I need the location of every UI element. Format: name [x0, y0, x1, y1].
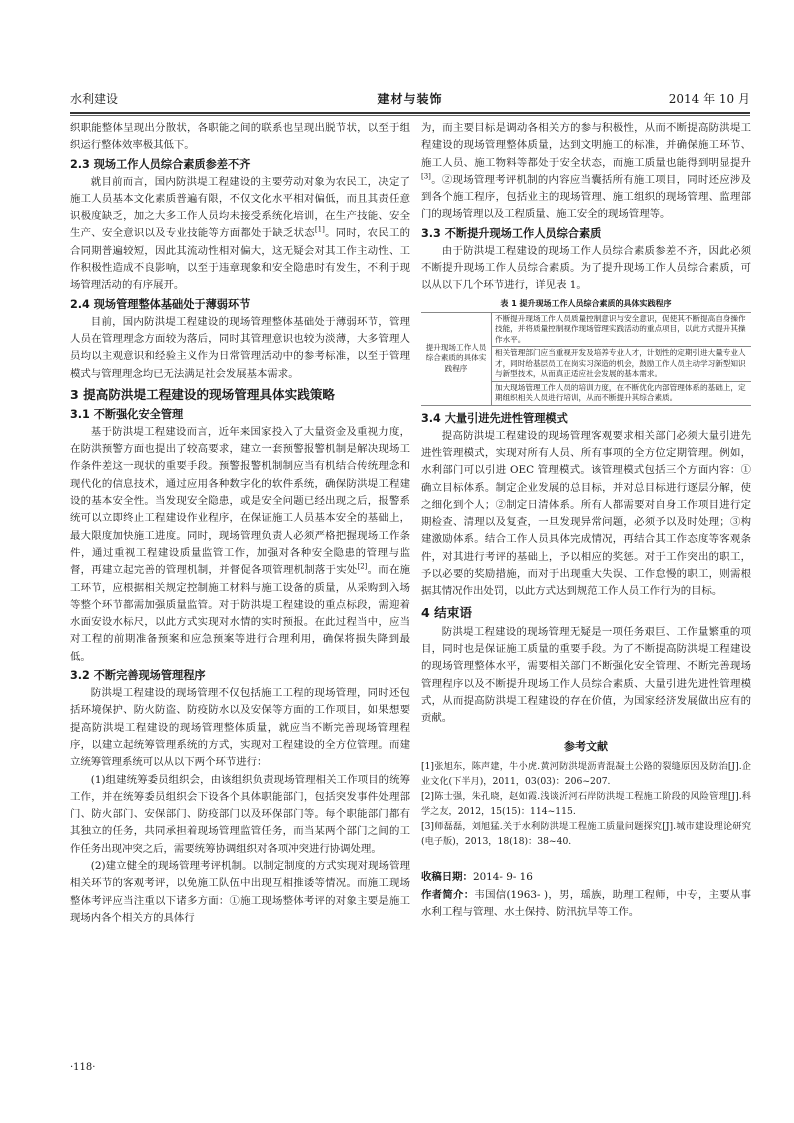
table-cell: 不断提升现场工作人员质量控制意识与安全意识，促使其不断提高自身操作技能，并将质量控制视作现场管理实践活动的重点项目，以此方式提升其操作水平。	[492, 312, 752, 347]
citation: [2]	[357, 562, 368, 571]
header-rule	[70, 112, 750, 114]
section-heading-4: 4 结束语	[421, 604, 472, 620]
author-info: 作者简介：韦国信(1963- )，男，瑶族，助理工程师，中专，主要从事水利工程与管理、水土保持、防汛抗旱等工作。	[421, 888, 751, 919]
section-heading-2-4: 2.4 现场管理整体基础处于薄弱环节	[70, 297, 251, 311]
section-heading-3-4: 3.4 大量引进先进性管理模式	[421, 411, 568, 425]
paragraph: 由于防洪堤工程建设的现场工作人员综合素质参差不齐，因此必须不断提升现场工作人员综合素质。为了提升现场工作人员综合素质，可以从以下几个环节进行，详见表 1。	[421, 244, 751, 292]
citation: [3]	[421, 172, 431, 181]
page-number: ·118·	[70, 1062, 96, 1073]
references-title: 参考文献	[564, 740, 608, 754]
table-1	[421, 312, 751, 406]
paragraph: 为，而主要目标是调动各相关方的参与积极性，从而不断提高防洪堤工程建设的现场管理整体质量，达到文明施工的标准，并确保施工环节、施工人员、施工物料等都处于安全状态，而施工质量也能得到明显提升[3]。②现场管理考评机制的内容应当囊括所有施工项目，同时还应涉及到各个施工程序，包括业主的现场管理、施工组织的现场管理、监理部门的现场管理以及工程质量、施工安全的现场管理等。	[421, 122, 751, 221]
paragraph: 提高防洪堤工程建设的现场管理客观要求相关部门必须大量引进先进性管理模式，实现对所有人员、所有事项的全方位定期管理。例如，水利部门可以引进 OEC 管理模式。该管理模式包括三个方面内容：①确立目标体系。制定企业发展的总目标，并对总目标进行逐层分解，使之细化到个人；②制定日清体系。所有人都需要对自身工作项目进行定期检查、清理以及复查，一旦发现异常问题，必须予以及时处理；③构建激励体系。结合工作人员具体完成情况，再结合其工作态度等客观条件，对其进行考评的基础上，予以相应的奖惩。对于工作突出的职工，予以必要的奖励措施，而对于出现重大失误、工作怠慢的职工，则需根据其情况作出处罚，以此方式达到规范工作人员工作行为的目标。	[421, 429, 751, 598]
references-list	[421, 759, 751, 849]
table-row	[421, 312, 751, 347]
left-column	[70, 120, 410, 927]
header-rule-thin	[70, 115, 750, 116]
section-heading-3: 3 提高防洪堤工程建设的现场管理具体实践策略	[70, 386, 336, 402]
section-heading-3-1: 3.1 不断强化安全管理	[70, 407, 184, 421]
article-meta	[421, 869, 751, 921]
paragraph: 就目前而言，国内防洪堤工程建设的主要劳动对象为农民工，决定了施工人员基本文化素质普遍有限，不仅文化水平相对偏低，而且其责任意识极度缺乏，加之大多工作人员均未接受系统化培训，在生产技能、安全生产、安全意识以及专业技能等方面都处于缺乏状态[1]。同时，农民工的合同期普遍较短，因此其流动性相对偏大，这无疑会对其工作主动性、工作积极性造成不良影响，以至于违章现象和安全隐患时有发生，不利于现场管理活动的有序展开。	[70, 175, 411, 292]
paragraph: 目前，国内防洪堤工程建设的现场管理整体基础处于薄弱环节，管理人员在管理理念方面较为落后，同时其管理意识也较为淡薄，大多管理人员均以主观意识和经验主义作为日常管理活动中的参考标准，以至于管理模式与管理理念均已无法满足社会发展基本需求。	[70, 315, 410, 380]
journal-logo: 建材与装饰	[377, 92, 443, 106]
section-heading-2-3: 2.3 现场工作人员综合素质参差不齐	[70, 157, 251, 171]
reference-item: [1]张旭东，陈声建，牛小虎.黄河防洪堤沥青混凝土公路的裂缝原因及防治[J].企业文化(下半月)，2011，03(03)：206~207.	[421, 761, 751, 788]
table-cell: 加大现场管理工作人员的培训力度，在不断优化内部管理体系的基础上，定期组织相关人员进行培训，从而不断提升其综合素质。	[492, 381, 752, 405]
reference-item: [3]师磊磊，刘旭猛.关于水利防洪堤工程施工质量问题探究[J].城市建设理论研究(电子版)，2013，18(18)：38~40.	[421, 821, 751, 848]
table-cell: 相关管理部门应当重视开发及培养专业人才，计划性的定期引进大量专业人才，同时给基层员工在岗实习深造的机会，鼓励工作人员主动学习新型知识与新型技术，从而真正适应社会发展的基本需求。	[492, 347, 752, 382]
section-heading-3-2: 3.2 不断完善现场管理程序	[70, 669, 206, 683]
paragraph: (2)建立健全的现场管理考评机制。以制定制度的方式实现对现场管理相关环节的客观考评，以免施工队伍中出现互相推诿等情况。而施工现场整体考评应当注重以下诸多方面：①施工现场整体考评的对象主要是施工现场内各个相关方的具体行	[70, 859, 410, 924]
table-title: 表 1 提升现场工作人员综合素质的具体实践程序	[500, 298, 672, 308]
citation: [1]	[314, 226, 325, 235]
running-header	[70, 88, 750, 110]
header-date: 2014 年 10 月	[668, 92, 750, 106]
paragraph: 织职能整体呈现出分散状，各职能之间的联系也呈现出脱节状，以至于组织运行整体效率极其低下。	[70, 122, 410, 152]
paragraph: 防洪堤工程建设的现场管理不仅包括施工工程的现场管理，同时还包括环境保护、防火防盗、防疫防水以及安保等方面的工作项目，如果想要提高防洪堤工程建设的现场管理整体质量，就应当不断完善现场管理程序，以建立起统筹管理系统的方式，实现对工程建设的全方位管理。而建立统筹管理系统可以从以下两个环节进行：	[70, 687, 410, 769]
received-date: 收稿日期：2014- 9- 16	[421, 871, 533, 884]
table-row-header: 提升现场工作人员综合素质的具体实践程序	[421, 312, 492, 405]
right-column	[421, 120, 751, 921]
paragraph: 基于防洪堤工程建设而言，近年来国家投入了大量资金及重视力度，在防洪预警方面也提出了较高要求，建立一套预警报警机制是解决现场工作条件差这一现状的重要手段。预警报警机制制应当有机结合传统理念和现代化的信息技术，通过应用各种数字化的软件系统，确保防洪堤工程建设的基本安全性。当发现安全隐患，或是安全问题已经出现之后，报警系统可以立即终止工程建设作业程序，在保证施工人员基本安全的基础上，最大限度加快施工进度。同时，现场管理负责人必须严格把握现场工作条件，通过重视工程建设质量监管工作，加强对各种安全隐患的管理与监督，再建立起完善的管理机制，并督促各项管理机制落于实处[2]。而在施工环节，应根据相关规定控制施工材料与施工设备的质量，从采购到入场等整个环节都需加强质量监管。对于防洪堤工程建设的重点标段，需迎着水面安设水标尺，以此方式实现对水情的实时预报。在此过程当中，应当对工程的前期准备预案和应急预案等进行合理利用，确保将损失降到最低。	[70, 425, 410, 663]
paragraph: (1)组建统筹委员组织会，由该组织负责现场管理相关工作项目的统筹工作，并在统筹委员组织会下设各个具体职能部门，包括突发事件处理部门、防火部门、安保部门、防疫部门以及环保部门等。每个职能部门都有其独立的任务，共同承担着现场管理监管任务，而当某两个部门之间的工作任务出现冲突之后，需要统筹协调组织对各项冲突进行协调处理。	[70, 773, 410, 855]
header-section: 水利建设	[70, 92, 119, 106]
section-heading-3-3: 3.3 不断提升现场工作人员综合素质	[421, 226, 602, 240]
reference-item: [2]陈士强，朱孔晓，赵如霞.浅谈沂河石岸防洪堤工程施工阶段的风险管理[J].科学之友，2012，15(15)：114~115.	[421, 791, 751, 818]
paragraph: 防洪堤工程建设的现场管理无疑是一项任务艰巨、工作量繁重的项目，同时也是保证施工质量的重要手段。为了不断提高防洪堤工程建设的现场管理整体水平，需要相关部门不断强化安全管理、不断完善现场管理程序以及不断提升现场工作人员综合素质、大量引进先进性管理模式，从而提高防洪堤工程建设的存在价值，为国家经济发展做出应有的贡献。	[421, 625, 751, 725]
